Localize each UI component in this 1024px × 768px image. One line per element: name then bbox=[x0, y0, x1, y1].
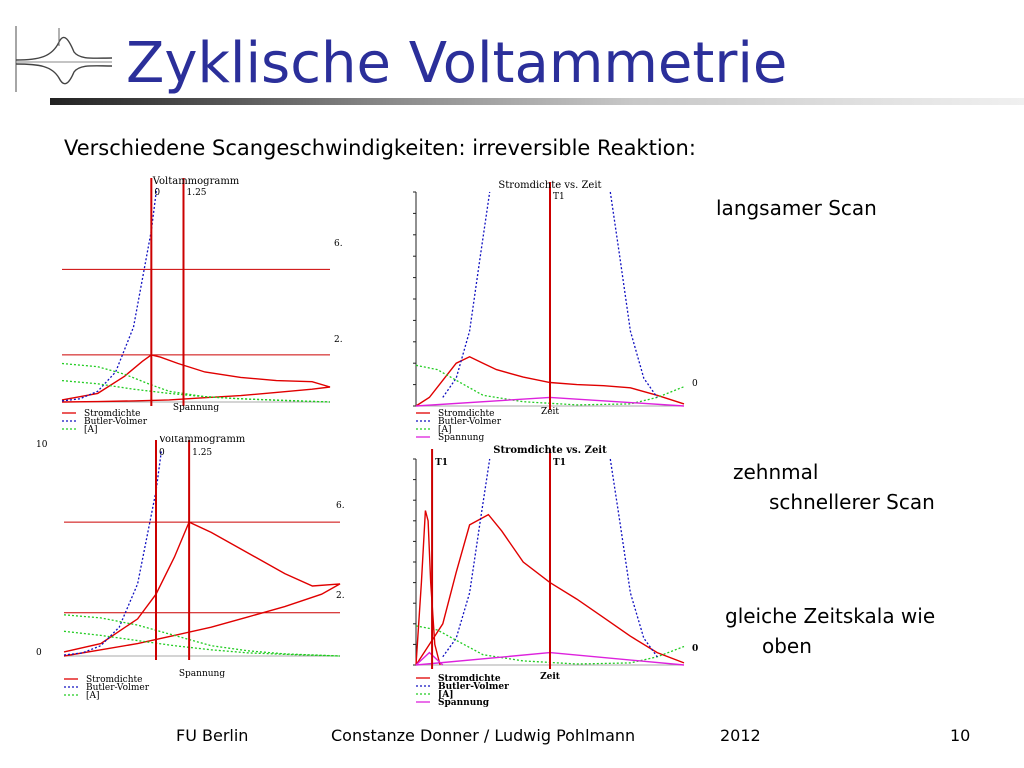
series-stromdichte-line bbox=[62, 355, 330, 402]
footer-page-number: 10 bbox=[950, 726, 971, 745]
footer-authors: Constanze Donner / Ludwig Pohlmann bbox=[331, 726, 636, 745]
legend-label: [A] bbox=[438, 425, 452, 435]
note-slow-scan: langsamer Scan bbox=[716, 196, 877, 220]
voltammogram-logo-icon bbox=[14, 22, 114, 94]
marker-label: T1 bbox=[553, 192, 565, 202]
legend-label: Butler-Volmer bbox=[84, 417, 148, 427]
y-tick-label: 2. bbox=[336, 591, 345, 601]
y-tick-label: 6. bbox=[334, 239, 343, 249]
legend-label: Butler-Volmer bbox=[438, 417, 502, 427]
series-extra-line bbox=[610, 192, 657, 397]
chart-title: Stromdichte vs. Zeit bbox=[498, 180, 602, 191]
x-axis-label: Zeit bbox=[540, 672, 560, 682]
x-axis-label: Zeit bbox=[540, 407, 560, 417]
note-same-timescale-line2: oben bbox=[762, 634, 812, 658]
legend-label: Butler-Volmer bbox=[438, 682, 509, 692]
voltammogram-slow-chart bbox=[58, 174, 348, 438]
footer-organization: FU Berlin bbox=[176, 726, 249, 745]
legend-label: [A] bbox=[438, 690, 454, 700]
y-tick-label: 6. bbox=[336, 501, 345, 511]
slide-subtitle: Verschiedene Scangeschwindigkeiten: irreversible Reaktion: bbox=[64, 136, 696, 160]
chart-title: Stromdichte vs. Zeit bbox=[493, 445, 607, 456]
y-tick-label: 2. bbox=[334, 335, 343, 345]
slide-title: Zyklische Voltammetrie bbox=[126, 31, 788, 96]
legend-label: Spannung bbox=[438, 698, 490, 708]
y-tick-label: 0 bbox=[692, 644, 699, 654]
note-fast-scan-line1: zehnmal bbox=[733, 460, 819, 484]
chart-title: Voltammogramm bbox=[158, 436, 246, 445]
note-fast-scan-line2: schnellerer Scan bbox=[769, 490, 935, 514]
footer-year: 2012 bbox=[720, 726, 761, 745]
marker-label: T1 bbox=[435, 458, 449, 468]
current-vs-time-fast-chart bbox=[408, 445, 700, 715]
note-same-timescale-line1: gleiche Zeitskala wie bbox=[725, 604, 936, 628]
marker-label: T1 bbox=[553, 458, 566, 468]
y-tick-label: 10 bbox=[36, 440, 48, 450]
marker-label: 0 bbox=[154, 188, 161, 198]
series-butler-volmer-line bbox=[62, 188, 157, 401]
series-extra-line bbox=[416, 511, 440, 666]
legend-label: Stromdichte bbox=[438, 409, 495, 419]
legend-label: [A] bbox=[86, 691, 100, 701]
chart-title: Voltammogramm bbox=[152, 176, 240, 187]
y-tick-label: 0 bbox=[36, 648, 42, 658]
series-butler-volmer-line bbox=[443, 192, 490, 397]
marker-label: 1.25 bbox=[186, 188, 207, 198]
legend-label: Stromdichte bbox=[84, 409, 141, 419]
legend-label: Stromdichte bbox=[438, 674, 501, 684]
marker-label: 0 bbox=[159, 448, 165, 458]
x-axis-label: Spannung bbox=[178, 669, 226, 679]
y-tick-label: 0 bbox=[692, 379, 698, 389]
voltammogram-fast-chart bbox=[34, 436, 350, 706]
legend-label: [A] bbox=[84, 425, 98, 435]
legend-label: Butler-Volmer bbox=[86, 683, 150, 693]
legend-label: Spannung bbox=[438, 433, 485, 443]
legend-label: Stromdichte bbox=[86, 675, 143, 685]
series-butler-volmer-line bbox=[64, 450, 162, 655]
title-underline bbox=[50, 98, 1024, 105]
current-vs-time-slow-chart bbox=[408, 178, 700, 450]
x-axis-label: Spannung bbox=[172, 403, 220, 413]
series-butler-volmer-line bbox=[443, 459, 490, 657]
marker-label: 1.25 bbox=[192, 448, 213, 458]
